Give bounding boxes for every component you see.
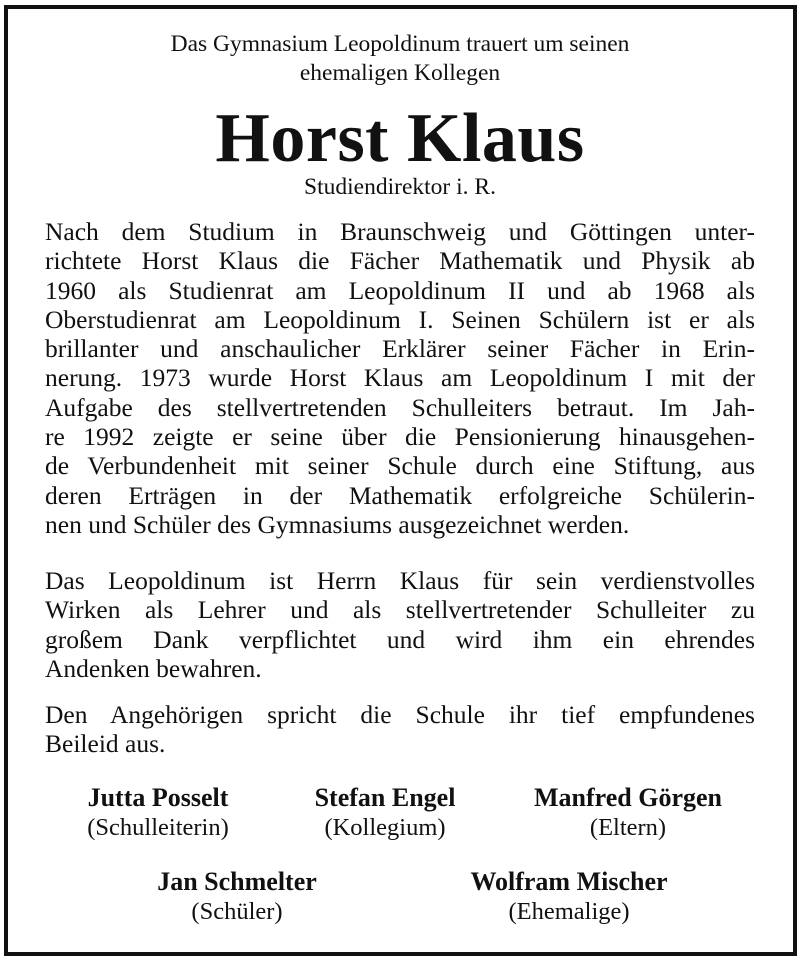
- signatory: [498, 783, 758, 843]
- text-line: Andenken bewahren.: [45, 653, 262, 683]
- text-line: großem Dank verpflichtet und wird ihm ein ehrendes: [45, 624, 755, 654]
- text-line: Oberstudienrat am Leopoldinum I. Seinen Schülern ist er als: [45, 304, 755, 334]
- signatory: [439, 867, 699, 927]
- intro-line: ehemaligen Kollegen: [299, 60, 501, 86]
- text-line: de Verbundenheit mit seiner Schule durch eine Stiftung, aus: [45, 451, 755, 481]
- text-line: brillanter und anschaulicher Erklärer seiner Fächer in Erin-: [45, 334, 755, 364]
- text-line: Beileid aus.: [45, 729, 166, 759]
- text-line: richtete Horst Klaus die Fächer Mathematik und Physik ab: [45, 246, 755, 276]
- text-line: Wirken als Lehrer und als stellvertretender Schulleiter zu: [45, 595, 755, 625]
- signatory-role: (Kollegium): [324, 814, 446, 841]
- intro-text: [0, 30, 800, 88]
- signatory-name: Manfred Görgen: [534, 783, 722, 812]
- text-line: Aufgabe des stellvertretenden Schulleiters betraut. Im Jah-: [45, 392, 755, 422]
- signatory-role: (Eltern): [589, 814, 667, 841]
- signatory-role: (Ehemalige): [508, 898, 630, 925]
- intro-line: Das Gymnasium Leopoldinum trauert um seinen: [170, 31, 630, 57]
- signatory-name: Jan Schmelter: [157, 867, 317, 896]
- signatory-role: (Schulleiterin): [87, 814, 229, 841]
- paragraph-condolences: [45, 700, 755, 759]
- signatory: [28, 783, 288, 843]
- deceased-name: Horst Klaus: [215, 100, 585, 177]
- signatory-role: (Schüler): [191, 898, 283, 925]
- signatory-name: Jutta Posselt: [87, 783, 229, 812]
- text-line: Den Angehörigen spricht die Schule ihr tief empfundenes: [45, 700, 755, 729]
- deceased-title: Studiendirektor i. R.: [304, 174, 496, 200]
- signatory: [255, 783, 515, 843]
- text-line: Das Leopoldinum ist Herrn Klaus für sein verdienstvolles: [45, 566, 755, 595]
- text-line: re 1992 zeigte er seine über die Pensionierung hinausgehen-: [45, 422, 755, 452]
- text-line: nen und Schüler des Gymnasiums ausgezeichnet werden.: [45, 509, 630, 539]
- paragraph-gratitude: [45, 566, 755, 683]
- signatory-name: Stefan Engel: [314, 783, 456, 812]
- text-line: 1960 als Studienrat am Leopoldinum II und ab 1968 als: [45, 275, 755, 305]
- paragraph-biography: [45, 217, 755, 539]
- signatory: [107, 867, 367, 927]
- text-line: Nach dem Studium in Braunschweig und Göttingen unter-: [45, 217, 755, 246]
- text-line: nerung. 1973 wurde Horst Klaus am Leopoldinum I mit der: [45, 363, 755, 393]
- signatory-name: Wolfram Mischer: [470, 867, 668, 896]
- text-line: deren Erträgen in der Mathematik erfolgreiche Schülerin-: [45, 480, 755, 510]
